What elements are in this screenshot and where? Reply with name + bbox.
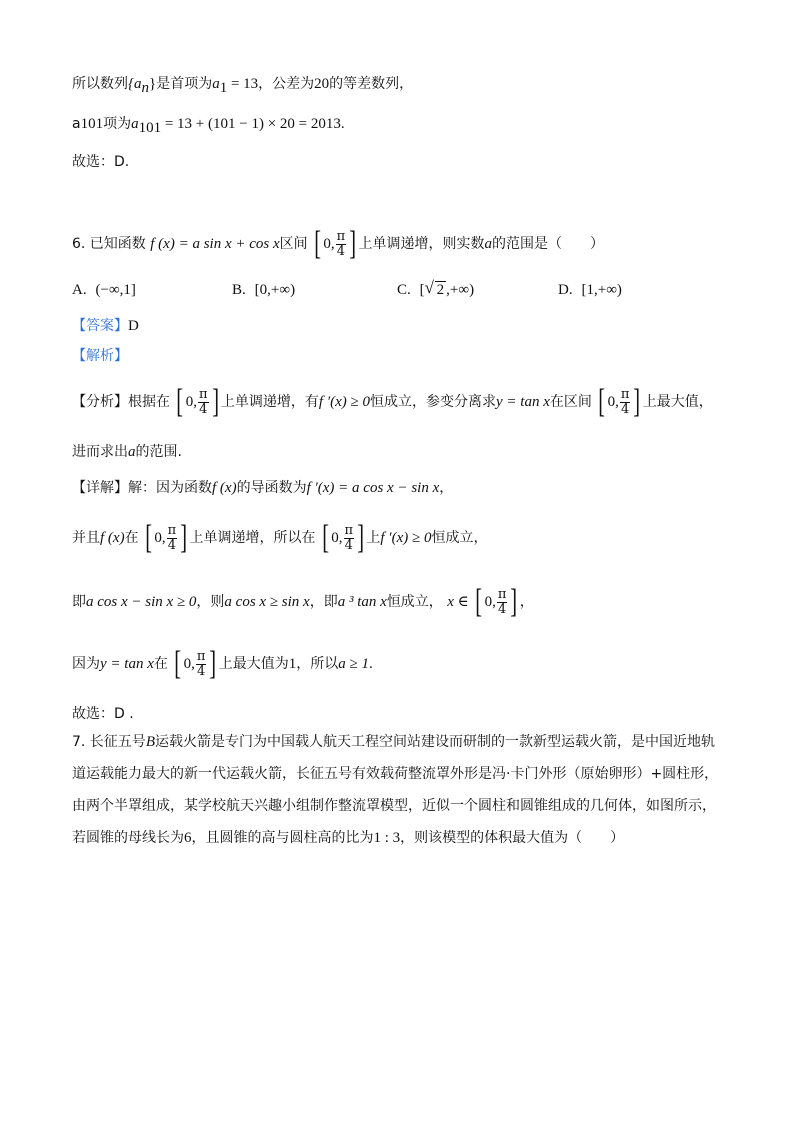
text: 故选：D . <box>72 706 134 722</box>
text: 的范围是（ ） <box>492 236 605 252</box>
interval: [ 0, $\frac{\pi}{4}$ ] <box>314 225 357 262</box>
text: 的等差数列， <box>329 76 414 92</box>
frac-den: 4 <box>199 401 208 417</box>
question-6-options <box>72 280 722 300</box>
math: 0, <box>323 236 335 252</box>
frac-num: π <box>167 522 177 538</box>
math: a cos x ≥ sin x <box>224 594 310 610</box>
text: 并且 <box>72 530 100 546</box>
answer-line <box>72 316 139 336</box>
text: 根据在 <box>128 394 170 410</box>
interval: [ 0, $\frac{\pi}{4}$ ] <box>145 519 188 556</box>
option-value: [ <box>419 282 425 298</box>
option-value: (−∞,1] <box>95 282 136 298</box>
frac-den: 4 <box>336 243 346 259</box>
math: f ′(x) = a cos x − sin x <box>306 480 440 496</box>
text: 上最大值， <box>642 394 713 410</box>
option-label: C. <box>397 282 411 298</box>
math: x ∈ <box>447 594 469 610</box>
text: 在 <box>153 656 168 672</box>
text: 恒成立， <box>431 530 488 546</box>
answer-value: D <box>128 318 139 334</box>
interval: [ 0, $\frac{\pi}{4}$ ] <box>174 645 217 682</box>
xiangjie-line-1 <box>72 478 453 498</box>
frac-num: π <box>344 522 354 538</box>
math: f (x) <box>212 480 237 496</box>
option-label: D. <box>558 282 573 298</box>
text: 在 <box>124 530 139 546</box>
text: ，所以 <box>296 656 339 672</box>
fenxi-tag: 【分析】 <box>72 394 128 410</box>
text: 上最大值为 <box>218 656 289 672</box>
text: 的范围. <box>135 444 182 460</box>
math: f ′(x) ≥ 0 <box>318 394 370 410</box>
math: f (x) = a sin x + cos x <box>150 236 280 252</box>
text: 区间 <box>279 236 308 252</box>
frac-num: π <box>199 386 208 402</box>
math: . <box>369 656 373 672</box>
text: 进而求出 <box>72 444 128 460</box>
text: 6. 已知函数 <box>72 236 146 252</box>
text: 是首项为 <box>156 76 213 92</box>
math: a cos x − sin x ≥ 0 <box>86 594 197 610</box>
math: } <box>149 76 157 92</box>
text: 恒成立，参变分离求 <box>370 394 496 410</box>
text: ，则 <box>196 594 225 610</box>
option-label: B. <box>232 282 246 298</box>
fenxi-line <box>72 384 713 420</box>
xiangjie-line-2 <box>72 520 487 556</box>
text: 上单调递增，则实数 <box>358 236 485 252</box>
text: a <box>72 116 81 132</box>
question-7-line-1 <box>72 732 715 752</box>
text: 因为 <box>72 656 100 672</box>
math: f ′(x) ≥ 0 <box>380 530 432 546</box>
frac-den: 4 <box>497 601 507 617</box>
frac-num: π <box>336 228 346 244</box>
option-b <box>232 280 295 300</box>
question-7-line-2 <box>72 764 718 784</box>
text: 即 <box>72 594 86 610</box>
question-7-line-4 <box>72 828 624 848</box>
sqrt <box>425 280 447 300</box>
text: ， <box>439 480 454 496</box>
math: 1 : 3 <box>373 830 401 846</box>
interval: [ 0, $\frac{\pi}{4}$ ] <box>176 383 219 420</box>
text: 道运载能力最大的新一代运载火箭，长征五号有效载荷整流罩外形是冯·卡门外形（原始卵形）+圆柱形， <box>72 766 719 782</box>
math: {a <box>128 76 142 92</box>
question-7-line-3 <box>72 796 716 816</box>
xiangjie-line-3 <box>72 584 534 620</box>
text: ，则该模型的体积最大值为（ ） <box>400 830 625 846</box>
question-6-stem <box>72 226 604 262</box>
frac-num: π <box>196 648 206 664</box>
text-line-3 <box>72 152 129 172</box>
text-line-1 <box>72 74 413 94</box>
option-value: [0,+∞) <box>254 282 296 298</box>
text: 若圆锥的母线长为 <box>72 830 184 846</box>
math: a <box>128 444 136 460</box>
frac-den: 4 <box>197 663 206 679</box>
math: B <box>145 734 155 750</box>
interval: [ 0, $\frac{\pi}{4}$ ] <box>598 383 641 420</box>
frac-num: π <box>497 586 507 602</box>
math: 101 <box>80 116 104 132</box>
math: y = tan x <box>100 656 154 672</box>
math: 1 <box>288 656 297 672</box>
math-sub: 1 <box>219 79 228 96</box>
option-value: [1,+∞) <box>581 282 622 298</box>
option-value: ,+∞) <box>446 282 475 298</box>
math: a ³ tan x <box>337 594 387 610</box>
text-line-2 <box>72 114 345 134</box>
math: a ≥ 1 <box>338 656 369 672</box>
radicand: 2 <box>436 282 445 298</box>
text: ，且圆锥的高与圆柱高的比为 <box>191 830 374 846</box>
frac-den: 4 <box>344 537 353 553</box>
math-sub: 101 <box>138 119 162 136</box>
frac-den: 4 <box>167 537 177 553</box>
text: 解：因为函数 <box>128 480 212 496</box>
math: = 13 <box>227 76 259 92</box>
math: = 13 + (101 − 1) × 20 = 2013 <box>161 116 341 132</box>
option-a <box>72 280 136 300</box>
end-line <box>72 704 134 724</box>
text: ，公差为 <box>258 76 315 92</box>
text: 运载火箭是专门为中国载人航天工程空间站建设而研制的一款新型运载火箭，是中国近地轨 <box>154 734 715 750</box>
math: f (x) <box>100 530 125 546</box>
text: ，即 <box>309 594 338 610</box>
math: a <box>212 76 220 92</box>
answer-tag: 【答案】 <box>72 318 128 334</box>
fenxi-line-2 <box>72 442 182 462</box>
text: 上单调递增，所以在 <box>189 530 316 546</box>
xiangjie-tag: 【详解】 <box>72 480 128 496</box>
math: . <box>340 116 345 132</box>
text: 恒成立， <box>386 594 443 610</box>
text: 在区间 <box>549 394 592 410</box>
option-label: A. <box>72 282 87 298</box>
text: 的导函数为 <box>236 480 307 496</box>
frac-den: 4 <box>621 401 630 417</box>
math: 20 <box>314 76 330 92</box>
xiangjie-line-4 <box>72 646 373 682</box>
math: y = tan x <box>496 394 550 410</box>
option-c <box>397 280 474 300</box>
frac-num: π <box>620 386 630 402</box>
math-sub: n <box>141 79 149 96</box>
math: 6 <box>184 830 192 846</box>
text: 7. 长征五号 <box>72 734 146 750</box>
analysis-tag-line <box>72 346 128 366</box>
math: a <box>131 116 139 132</box>
text: 由两个半罩组成，某学校航天兴趣小组制作整流罩模型，近似一个圆柱和圆锥组成的几何体，如图所示， <box>72 798 716 814</box>
math: a <box>484 236 493 252</box>
text: 所以数列 <box>72 76 128 92</box>
option-d <box>558 280 622 300</box>
analysis-tag: 【解析】 <box>72 348 128 364</box>
text: ， <box>519 594 534 610</box>
text: 上 <box>366 530 381 546</box>
interval: [ 0, $\frac{\pi}{4}$ ] <box>322 519 365 556</box>
text: 上单调递增，有 <box>220 394 319 410</box>
text: 故选：D. <box>72 154 130 170</box>
text: 项为 <box>103 116 132 132</box>
interval: [ 0, $\frac{\pi}{4}$ ] <box>475 583 518 620</box>
